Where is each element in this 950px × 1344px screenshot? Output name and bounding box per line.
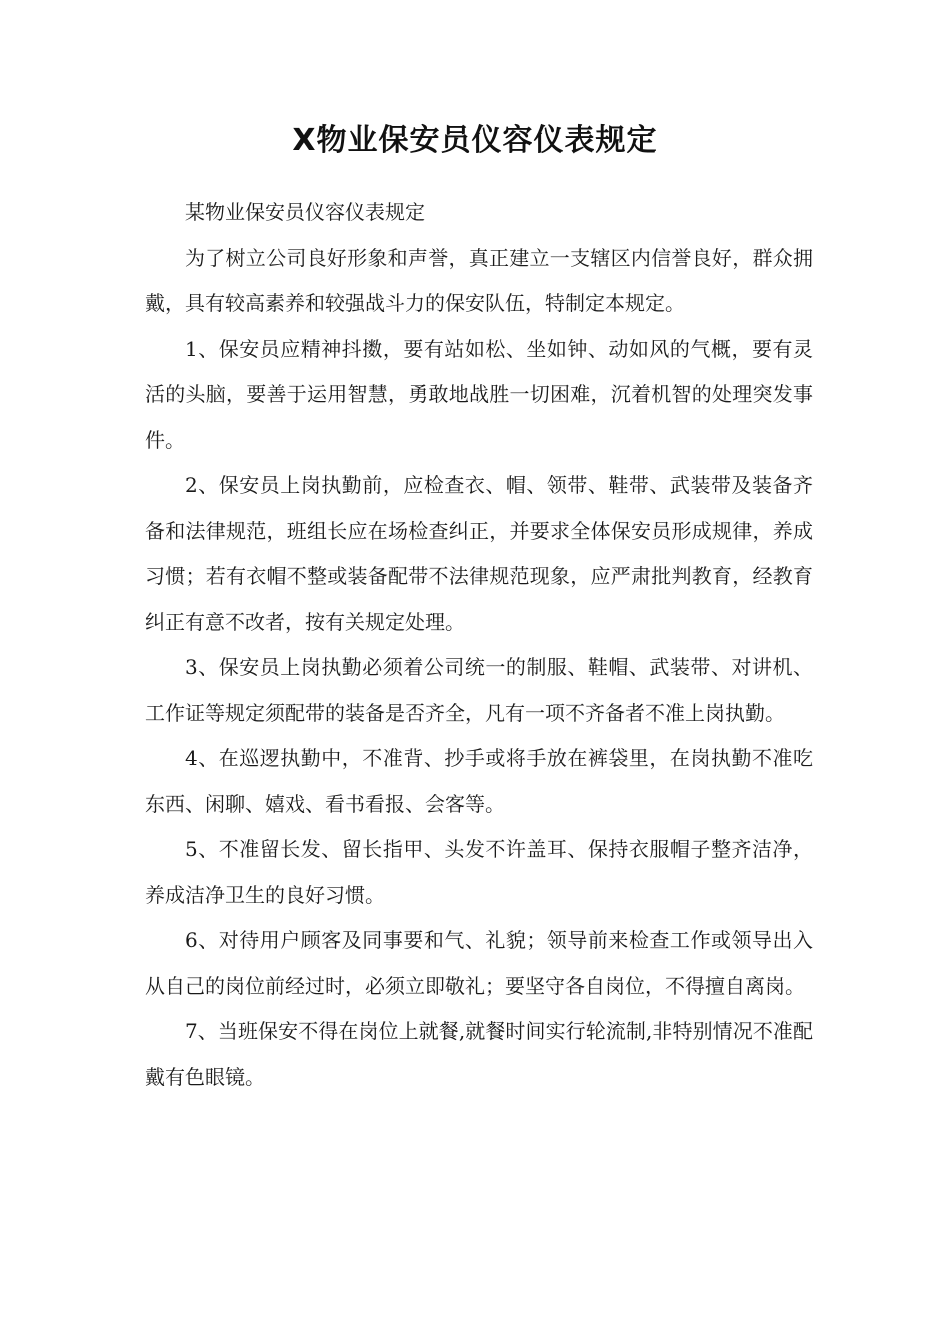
document-title: X物业保安员仪容仪表规定 xyxy=(292,123,658,158)
rule-paragraph-2: 2、保安员上岗执勤前，应检查衣、帽、领带、鞋带、武装带及装备齐备和法律规范，班组长应在场检查纠正，并要求全体保安员形成规律，养成习惯；若有衣帽不整或装备配带不法律规范现象，应严肃批判教育，经教育纠正有意不改者，按有关规定处理。 xyxy=(145,473,813,634)
rule-paragraph-1: 1、保安员应精神抖擞，要有站如松、坐如钟、动如风的气概，要有灵活的头脑，要善于运用智慧，勇敢地战胜一切困难，沉着机智的处理突发事件。 xyxy=(145,336,813,452)
rule-paragraph-7: 7、当班保安不得在岗位上就餐,就餐时间实行轮流制,非特别情况不准配戴有色眼镜。 xyxy=(145,1019,813,1089)
rule-paragraph-3: 3、保安员上岗执勤必须着公司统一的制服、鞋帽、武装带、对讲机、工作证等规定须配带的装备是否齐全，凡有一项不齐备者不准上岗执勤。 xyxy=(145,655,813,725)
rule-paragraph-5: 5、不准留长发、留长指甲、头发不许盖耳、保持衣服帽子整齐洁净，养成洁净卫生的良好习惯。 xyxy=(145,837,813,907)
subtitle-paragraph: 某物业保安员仪容仪表规定 xyxy=(185,200,425,224)
intro-paragraph: 为了树立公司良好形象和声誉，真正建立一支辖区内信誉良好，群众拥戴，具有较高素养和较强战斗力的保安队伍，特制定本规定。 xyxy=(145,245,813,315)
rule-paragraph-6: 6、对待用户顾客及同事要和气、礼貌；领导前来检查工作或领导出入从自己的岗位前经过时，必须立即敬礼；要坚守各自岗位，不得擅自离岗。 xyxy=(145,928,813,998)
rule-paragraph-4: 4、在巡逻执勤中，不准背、抄手或将手放在裤袋里，在岗执勤不准吃东西、闲聊、嬉戏、看书看报、会客等。 xyxy=(145,746,813,816)
document-body xyxy=(145,190,813,1100)
